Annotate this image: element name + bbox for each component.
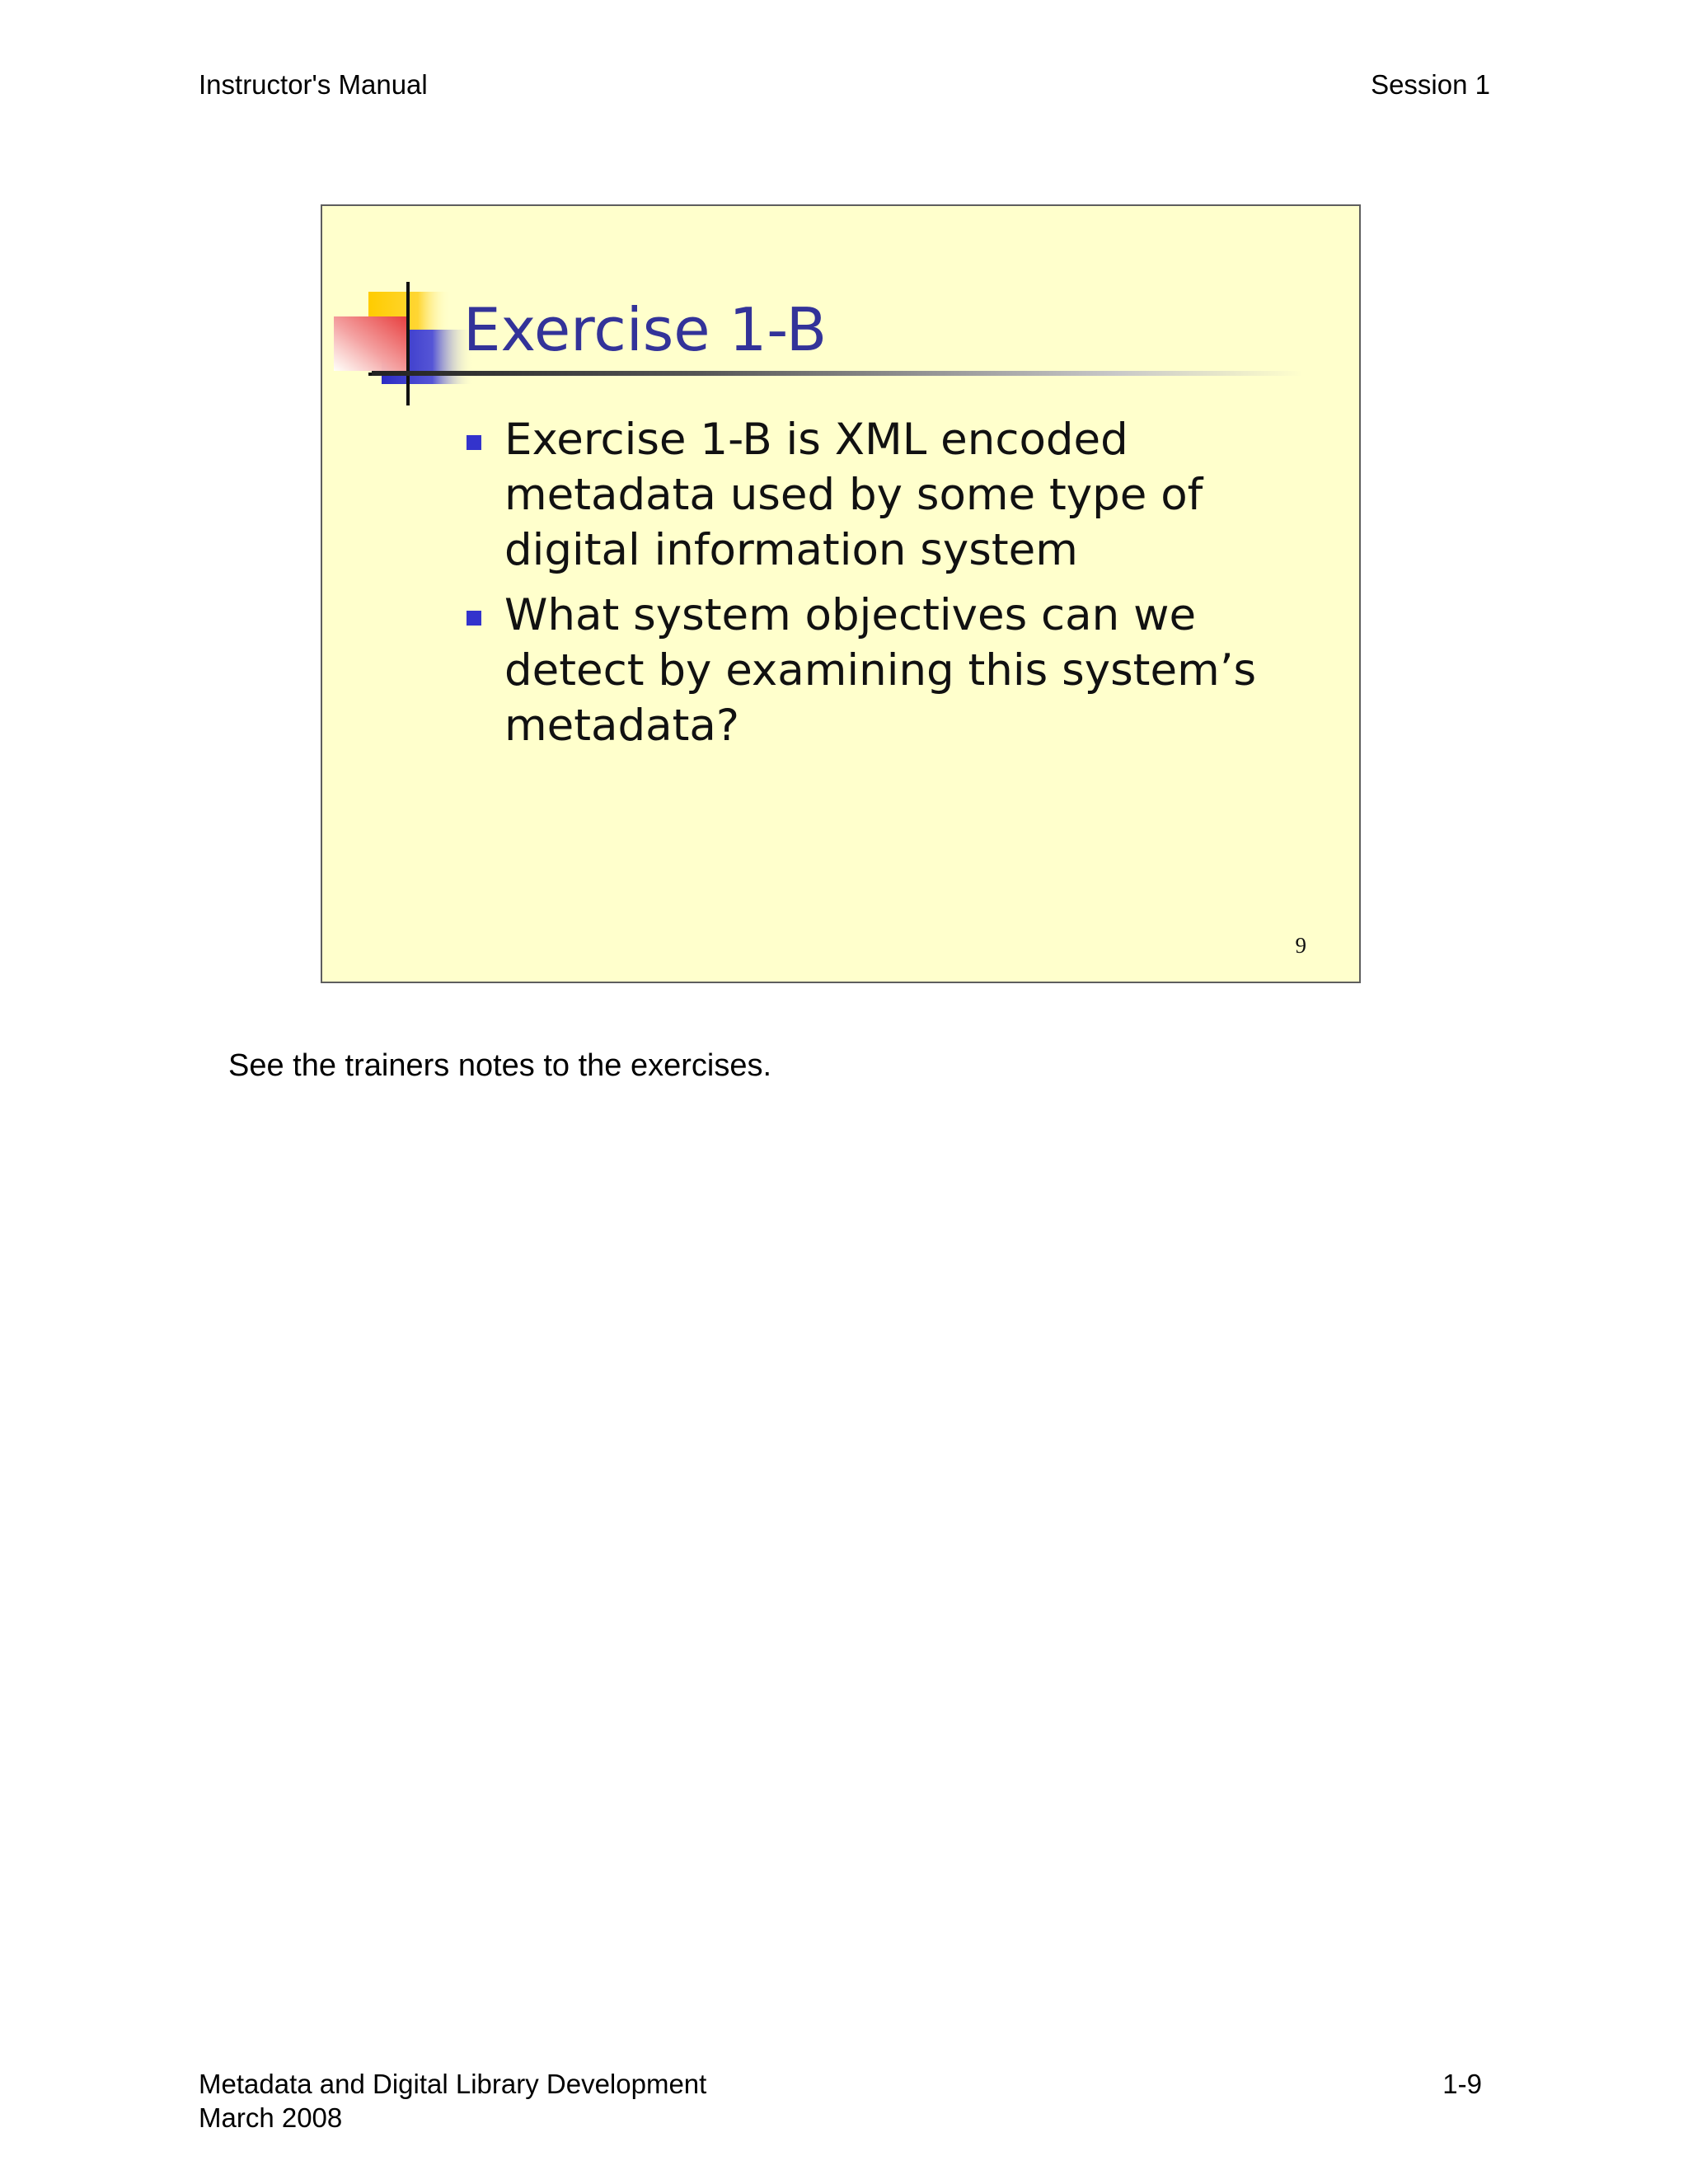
decorative-squares-crosshair-icon	[334, 282, 474, 405]
slide-bullet-text: What system objectives can we detect by examining this system’s metadata?	[504, 590, 1257, 751]
slide-bullet-item	[467, 412, 1340, 578]
footer-course-title: Metadata and Digital Library Development	[199, 2069, 707, 2099]
slide-thumbnail	[321, 204, 1361, 983]
page-footer-left	[199, 2067, 706, 2135]
title-underline	[372, 371, 1303, 376]
slide-bullet-item	[467, 588, 1340, 753]
page-header-left: Instructor's Manual	[199, 69, 428, 100]
footer-date: March 2008	[199, 2102, 343, 2133]
page-header-right: Session 1	[1371, 69, 1490, 100]
slide-title: Exercise 1-B	[463, 295, 828, 364]
footer-page-number: 1-9	[1442, 2069, 1482, 2099]
speaker-notes: See the trainers notes to the exercises.	[228, 1048, 772, 1083]
slide-bullet-text: Exercise 1-B is XML encoded metadata used by some type of digital information system	[504, 415, 1203, 575]
slide-number: 9	[1295, 933, 1306, 958]
square-bullet-icon	[467, 435, 481, 450]
square-bullet-icon	[467, 611, 481, 626]
slide-bullet-list	[467, 412, 1340, 763]
